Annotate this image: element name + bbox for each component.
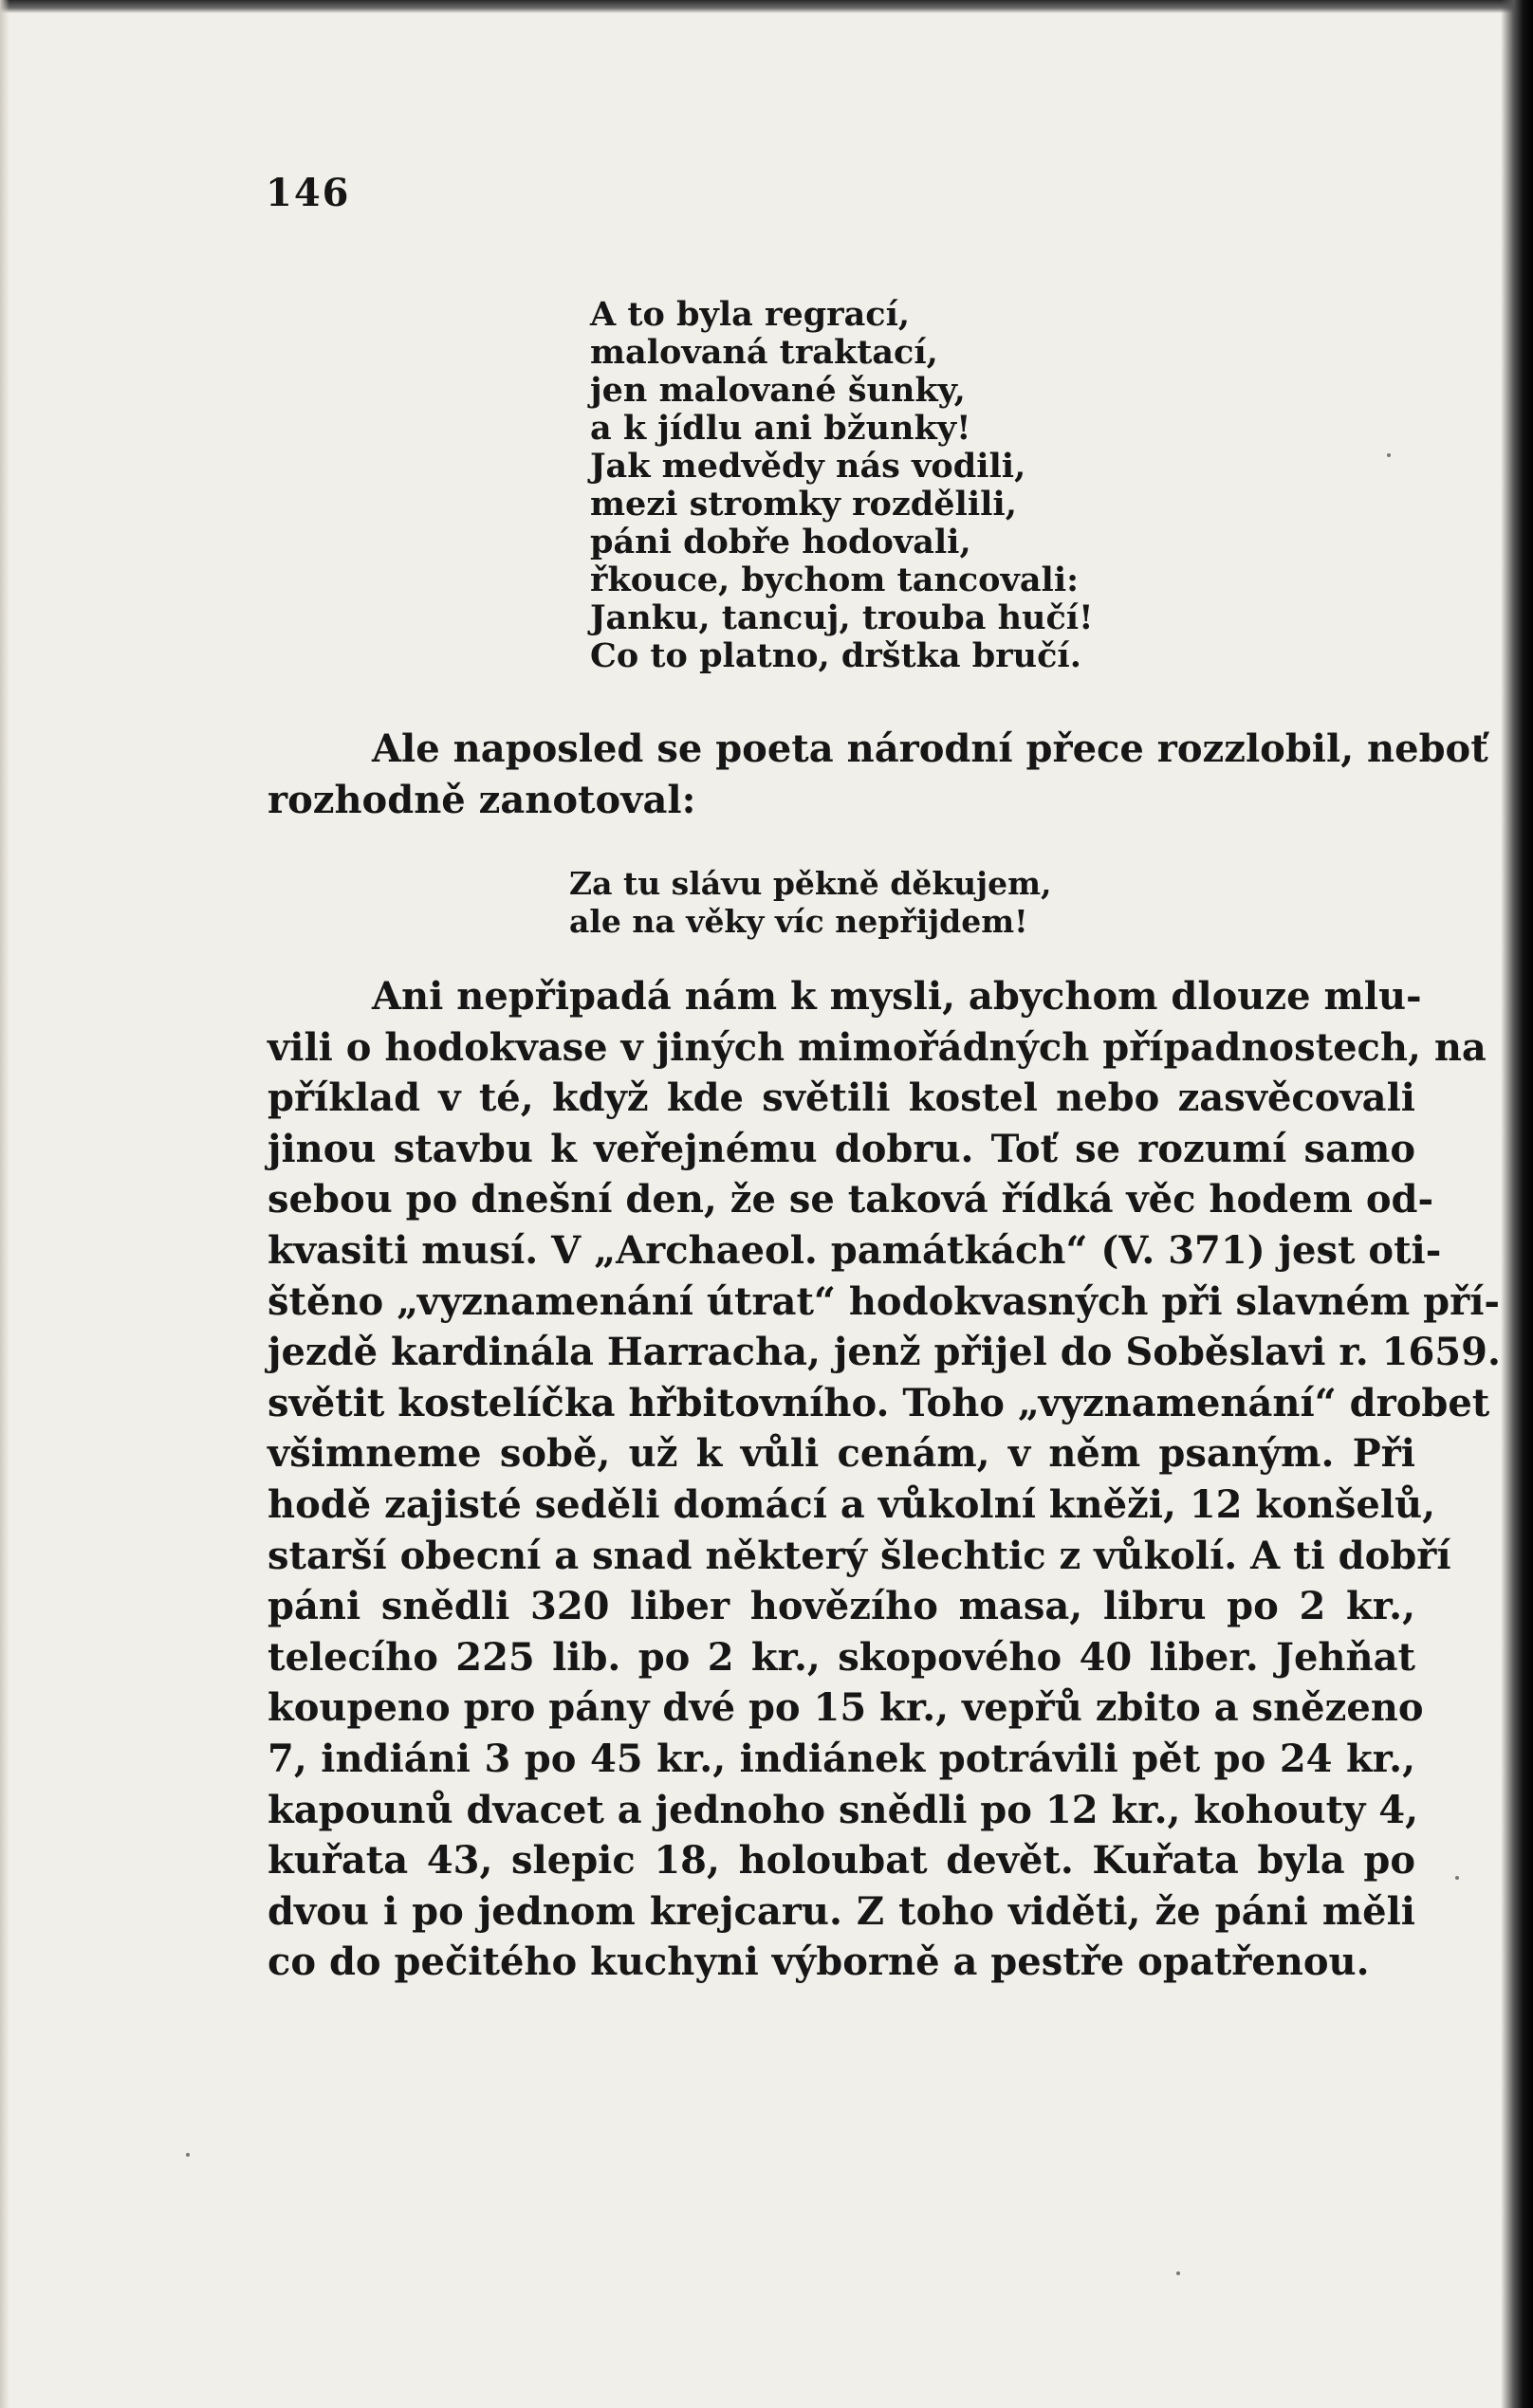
- verse-line: Co to platno, drštka bručí.: [590, 636, 1081, 675]
- paragraph-line: jezdě kardinála Harracha, jenž přijel do Soběslavi r. 1659.: [268, 1330, 1501, 1375]
- verse-line: páni dobře hodovali,: [590, 523, 971, 561]
- paragraph-line: Ani nepřipadá nám k mysli, abychom dlouze mlu-: [372, 974, 1422, 1019]
- paragraph-line: příklad v té, když kde světili kostel nebo zasvěcovali: [268, 1075, 1415, 1121]
- scan-edge-left: [0, 0, 9, 2408]
- paragraph-line: hodě zajisté seděli domácí a vůkolní kněži, 12 konšelů,: [268, 1481, 1436, 1527]
- paragraph-line: Ale naposled se poeta národní přece rozzlobil, neboť: [372, 726, 1488, 771]
- paragraph-line: všimneme sobě, už k vůli cenám, v něm psaným. Při: [268, 1431, 1415, 1477]
- paragraph-line: vili o hodokvase v jiných mimořádných případnostech, na: [268, 1024, 1487, 1070]
- paragraph-line: jinou stavbu k veřejnému dobru. Toť se rozumí samo: [268, 1126, 1415, 1171]
- paragraph-line: dvou i po jednom krejcaru. Z toho viděti, že páni měli: [268, 1888, 1415, 1934]
- scan-speck: [1387, 453, 1391, 457]
- verse-line: malovaná traktací,: [590, 333, 938, 372]
- verse-line: A to byla regrací,: [590, 295, 911, 334]
- paragraph-line: rozhodně zanotoval:: [268, 777, 696, 822]
- paragraph-line: kuřata 43, slepic 18, holoubat devět. Kuřata byla po: [268, 1838, 1415, 1884]
- verse-stanza-1: [590, 296, 1093, 675]
- paragraph-2: [268, 971, 1501, 1988]
- paragraph-line: starší obecní a snad některý šlechtic z vůkolí. A ti dobří: [268, 1533, 1451, 1578]
- verse-line: a k jídlu ani bžunky!: [590, 409, 971, 448]
- verse-stanza-2: [569, 865, 1052, 941]
- paragraph-line: 7, indiáni 3 po 45 kr., indiánek potrávili pět po 24 kr.,: [268, 1736, 1415, 1781]
- paragraph-line: páni snědli 320 liber hovězího masa, libru po 2 kr.,: [268, 1584, 1415, 1629]
- paragraph-line: co do pečitého kuchyni výborně a pestře opatřenou.: [268, 1939, 1370, 1985]
- verse-line: ale na věky víc nepřijdem!: [569, 903, 1028, 940]
- paragraph-1: [268, 724, 1488, 825]
- paragraph-line: sebou po dnešní den, že se taková řídká věc hodem od-: [268, 1177, 1434, 1222]
- paragraph-line: kvasiti musí. V „Archaeol. památkách“ (V. 371) jest oti-: [268, 1227, 1442, 1273]
- scan-edge-top: [0, 0, 1533, 13]
- scan-edge-right: [1501, 0, 1533, 2408]
- scan-speck: [186, 2153, 190, 2157]
- verse-line: řkouce, bychom tancovali:: [590, 561, 1080, 599]
- scan-speck: [1176, 2271, 1180, 2275]
- verse-line: mezi stromky rozdělili,: [590, 485, 1017, 524]
- page-number: 146: [266, 171, 351, 215]
- verse-line: Jak medvědy nás vodili,: [590, 447, 1026, 486]
- verse-line: Za tu slávu pěkně děkujem,: [569, 865, 1052, 902]
- scan-speck: [1455, 1876, 1459, 1880]
- verse-line: jen malované šunky,: [590, 371, 966, 410]
- paragraph-line: telecího 225 lib. po 2 kr., skopového 40 liber. Jehňat: [268, 1634, 1415, 1680]
- paragraph-line: štěno „vyznamenání útrat“ hodokvasných při slavném pří-: [268, 1278, 1501, 1324]
- paragraph-line: kapounů dvacet a jednoho snědli po 12 kr., kohouty 4,: [268, 1787, 1419, 1832]
- paragraph-line: koupeno pro pány dvé po 15 kr., vepřů zbito a snězeno: [268, 1685, 1424, 1731]
- verse-line: Janku, tancuj, trouba hučí!: [590, 598, 1094, 637]
- paragraph-line: světit kostelíčka hřbitovního. Toho „vyznamenání“ drobet: [268, 1380, 1490, 1425]
